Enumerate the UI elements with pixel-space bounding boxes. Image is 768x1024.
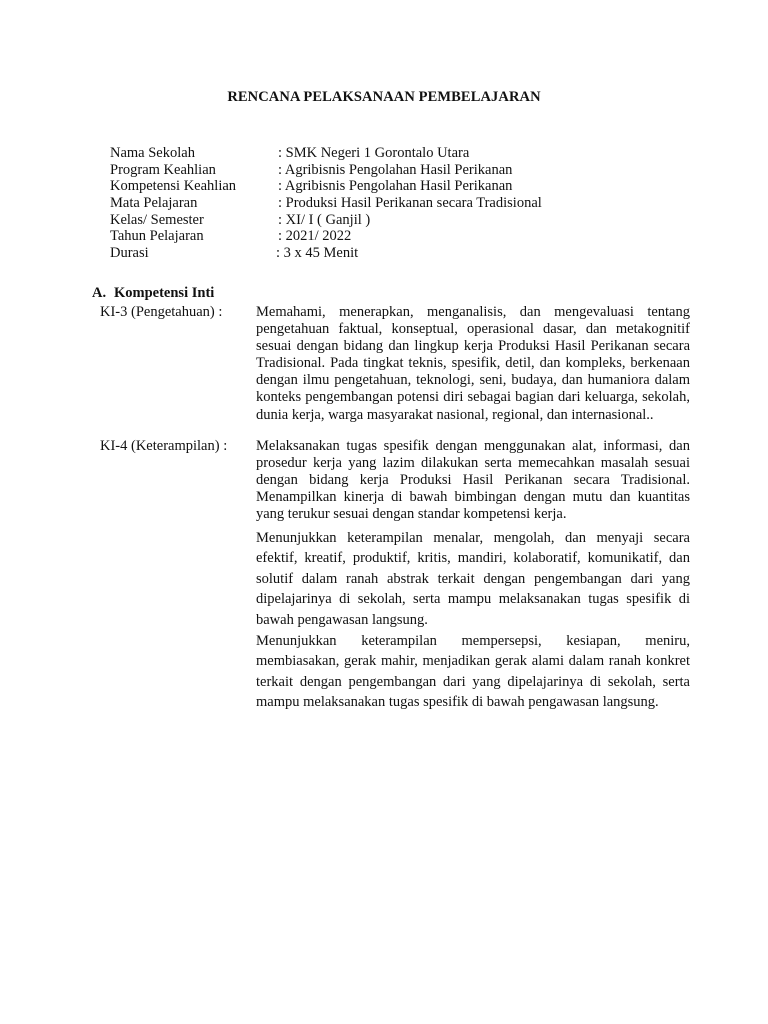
ki3-text: Memahami, menerapkan, menganalisis, dan mengevaluasi tentang pengetahuan faktual, konseptual, operasional dasar, dan metakognitif sesuai dengan bidang dan lingkup kerja Produksi Hasil Perikanan secara Tradisional. Pada tingkat teknis, spesifik, detil, dan kompleks, berkenaan dengan ilmu pengetahuan, teknologi, seni, budaya, dan humaniora dalam konteks pengembangan potensi diri sebagai bagian dari keluarga, sekolah, dunia kerja, warga masyarakat nasional, regional, dan internasional.. [256, 304, 690, 423]
ki4-text: Melaksanakan tugas spesifik dengan menggunakan alat, informasi, dan prosedur kerja yang lazim dilakukan serta memecahkan masalah sesuai dengan bidang kerja Produksi Hasil Perikanan secara Tradisional. Menampilkan kinerja di bawah bimbingan dengan mutu dan kuantitas yang terukur sesuai dengan standar kompetensi kerja. [256, 438, 690, 523]
document-title: RENCANA PELAKSANAAN PEMBELAJARAN [227, 89, 541, 105]
info-value: : XI/ I ( Ganjil ) [278, 211, 371, 228]
ki4-paragraph-2: Menunjukkan keterampilan menalar, mengolah, dan menyaji secara efektif, kreatif, produktif, kritis, mandiri, kolaboratif, komunikatif, dan solutif dalam ranah abstrak terkait dengan pengembangan dari yang dipelajarinya di sekolah, serta mampu melaksanakan tugas spesifik di bawah pengawasan langsung. [256, 530, 690, 628]
info-label: Program Keahlian [110, 161, 216, 178]
info-value: : SMK Negeri 1 Gorontalo Utara [278, 145, 470, 161]
ki4-label: KI-4 (Keterampilan) : [100, 438, 228, 454]
school-info-table [110, 145, 630, 262]
info-row-school-name [110, 145, 630, 162]
info-label: Nama Sekolah [110, 145, 195, 161]
info-row-subject [110, 195, 630, 212]
info-value: : Agribisnis Pengolahan Hasil Perikanan [278, 178, 513, 195]
info-row-academic-year [110, 228, 630, 245]
info-label: Tahun Pelajaran [110, 228, 204, 245]
info-row-program [110, 162, 630, 179]
info-label: Kompetensi Keahlian [110, 178, 237, 195]
info-value: : 3 x 45 Menit [276, 245, 359, 262]
section-heading-core-competency [92, 285, 214, 302]
info-value: : 2021/ 2022 [278, 228, 352, 245]
info-label: Kelas/ Semester [110, 211, 204, 228]
info-value: : Agribisnis Pengolahan Hasil Perikanan [278, 161, 513, 178]
info-row-duration [110, 245, 630, 262]
info-row-competency [110, 178, 630, 195]
info-label: Durasi [110, 245, 149, 262]
info-label: Mata Pelajaran [110, 195, 198, 212]
ki4-paragraph-3: Menunjukkan keterampilan mempersepsi, kesiapan, meniru, membiasakan, gerak mahir, menjadikan gerak alami dalam ranah konkret terkait dengan pengembangan dari yang dipelajarinya di sekolah, serta mampu melaksanakan tugas spesifik di bawah pengawasan langsung. [256, 633, 690, 711]
ki3-label: KI-3 (Pengetahuan) : [100, 304, 223, 320]
info-row-class-semester [110, 212, 630, 229]
section-letter: A. [92, 285, 107, 301]
section-title: Kompetensi Inti [114, 285, 215, 301]
info-value: : Produksi Hasil Perikanan secara Tradisional [278, 195, 542, 212]
